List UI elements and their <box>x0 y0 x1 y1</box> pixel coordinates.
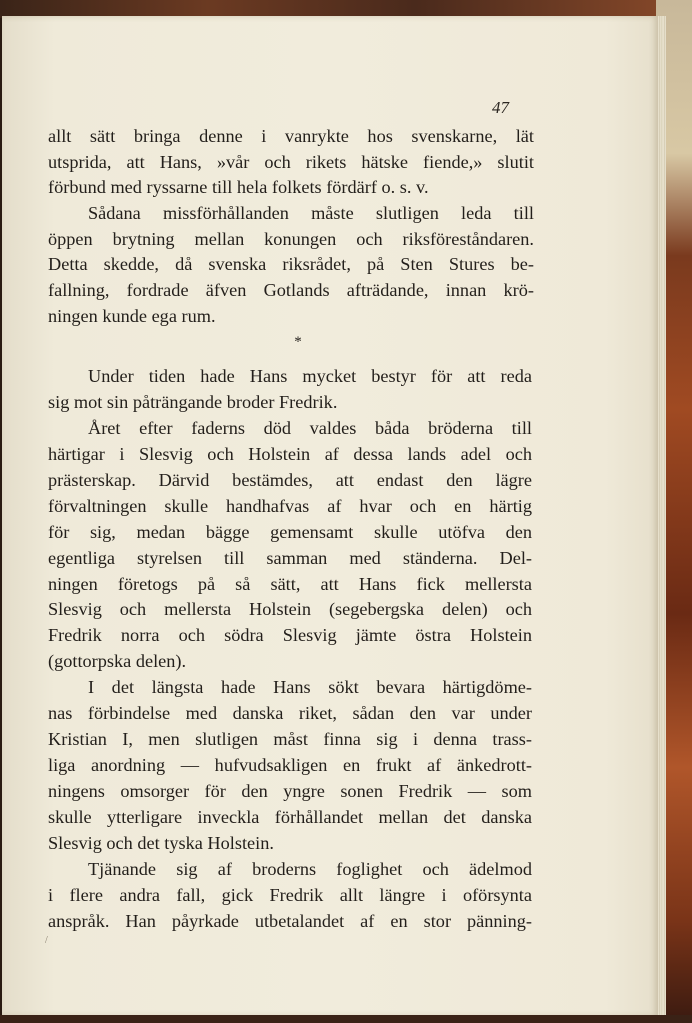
text-line: för sig, medan bägge gemensamt skulle utöfva den <box>48 521 532 542</box>
text-line: i flere andra fall, gick Fredrik allt längre i oförsynta <box>48 884 532 905</box>
text-section-top <box>48 124 534 355</box>
text-line: Slesvig och det tyska Holstein. <box>48 832 274 853</box>
text-line: prästerskap. Därvid bestämdes, att endast den lägre <box>48 469 532 490</box>
text-line: härtigar i Slesvig och Holstein af dessa lands adel och <box>48 443 532 464</box>
text-line: Detta skedde, då svenska riksrådet, på Sten Stures be- <box>48 254 534 275</box>
text-line: Under tiden hade Hans mycket bestyr för att reda <box>88 366 532 386</box>
text-line: anspråk. Han påyrkade utbetalandet af en stor pänning- <box>48 910 532 931</box>
text-line: Slesvig och mellersta Holstein (segebergska delen) och <box>48 599 532 620</box>
text-line: ningen kunde ega rum. <box>48 305 216 326</box>
text-line: I det längsta hade Hans sökt bevara härtigdöme- <box>88 677 532 698</box>
text-line: sig mot sin påträngande broder Fredrik. <box>48 391 338 412</box>
page-number: 47 <box>492 98 509 117</box>
text-line: förbund med ryssarne till hela folkets fördärf o. s. v. <box>48 177 429 198</box>
text-line: allt sätt bringa denne i vanrykte hos svenskarne, lät <box>48 126 534 146</box>
paragraph <box>48 416 532 675</box>
section-separator: * <box>294 333 302 350</box>
paragraph <box>48 364 532 416</box>
text-line: Året efter faderns död valdes båda bröderna till <box>88 417 532 438</box>
paragraph <box>48 857 532 935</box>
text-line: fallning, fordrade äfven Gotlands afträdande, innan krö- <box>48 280 534 301</box>
text-line: ningen företogs på så sätt, att Hans fick mellersta <box>48 573 532 594</box>
paragraph <box>48 675 532 857</box>
text-line: egentliga styrelsen till samman med ständerna. Del- <box>48 547 532 568</box>
text-line: förvaltningen skulle handhafvas af hvar och en härtig <box>48 495 532 516</box>
text-line: öppen brytning mellan konungen och riksföreståndaren. <box>48 228 534 249</box>
paragraph <box>48 124 534 201</box>
paragraph <box>48 201 534 329</box>
text-line: Sådana missförhållanden måste slutligen leda till <box>88 203 534 224</box>
text-line: (gottorpska delen). <box>48 651 187 672</box>
text-line: Tjänande sig af broderns foglighet och ädelmod <box>88 858 532 879</box>
text-line: utsprida, att Hans, »vår och rikets hätske fiende,» slutit <box>48 151 534 172</box>
text-line: nas förbindelse med danska riket, sådan den var under <box>48 703 532 724</box>
text-line: Fredrik norra och södra Slesvig jämte östra Holstein <box>48 625 532 646</box>
text-line: Kristian I, men slutligen måst finna sig i denna trass- <box>48 729 532 750</box>
text-section-bottom <box>48 364 532 935</box>
paper-speck: / <box>45 935 48 946</box>
book-bottom-edge <box>0 1015 692 1023</box>
text-line: ningens omsorger för den yngre sonen Fredrik — som <box>48 781 532 801</box>
text-line: liga anordning — hufvudsakligen en frukt af änkedrott- <box>48 755 532 776</box>
text-line: skulle ytterligare inveckla förhållandet mellan det danska <box>48 806 532 827</box>
